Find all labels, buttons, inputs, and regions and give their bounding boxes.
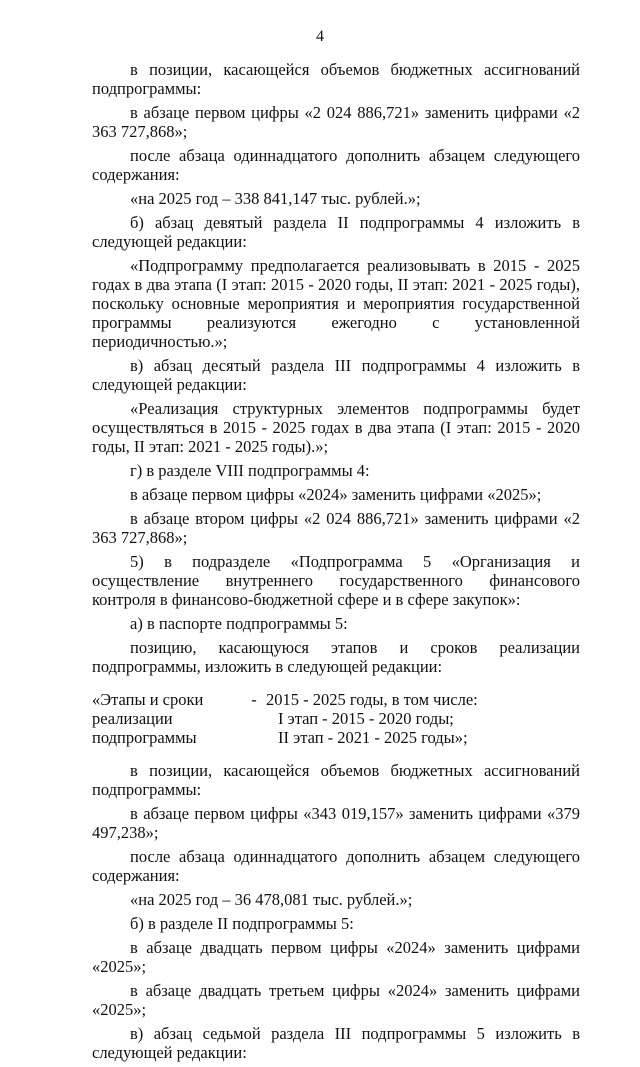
stages-block [92,690,580,747]
paragraph: в абзаце первом цифры «2024» заменить цифрами «2025»; [130,485,542,504]
paragraph: б) абзац девятый раздела II подпрограммы 4 изложить в следующей редакции: [92,213,580,251]
quoted-paragraph: «Подпрограмму предполагается реализовывать в 2015 - 2025 годах в два этапа (I этап: 2015 - 2020 годы, II этап: 2021 - 2025 годы), поскольку основные мероприятия и мероприятия государственной программы реализуются ежегодно с установленной периодичностью.»; [92,256,580,351]
paragraph: в абзаце двадцать первом цифры «2024» заменить цифрами «2025»; [92,938,580,976]
stages-values [266,690,478,747]
paragraph: в абзаце двадцать третьем цифры «2024» заменить цифрами «2025»; [92,981,580,1019]
paragraph: б) в разделе II подпрограммы 5: [130,914,354,933]
paragraph: 5) в подразделе «Подпрограмма 5 «Организация и осуществление внутреннего государственного финансового контроля в финансово-бюджетной сфере и в сфере закупок»: [92,552,580,609]
stages-value-line: II этап - 2021 - 2025 годы»; [278,728,468,747]
paragraph: позицию, касающуюся этапов и сроков реализации подпрограммы, изложить в следующей редакции: [92,638,580,676]
paragraph: в позиции, касающейся объемов бюджетных ассигнований подпрограммы: [92,60,580,98]
page-number: 4 [316,28,324,45]
paragraph: «на 2025 год – 36 478,081 тыс. рублей.»; [130,890,413,909]
paragraph: в позиции, касающейся объемов бюджетных ассигнований подпрограммы: [92,761,580,799]
stages-label-line: «Этапы и сроки [92,690,204,709]
stages-value-line: I этап - 2015 - 2020 годы; [278,709,454,728]
document-body [92,60,580,1067]
paragraph: в абзаце втором цифры «2 024 886,721» заменить цифрами «2 363 727,868»; [92,509,580,547]
quoted-paragraph: «Реализация структурных элементов подпрограммы будет осуществляться в 2015 - 2025 годах в два этапа (I этап: 2015 - 2020 годы, II этап: 2021 - 2025 годы).»; [92,399,580,456]
paragraph: а) в паспорте подпрограммы 5: [130,614,348,633]
paragraph: в абзаце первом цифры «2 024 886,721» заменить цифрами «2 363 727,868»; [92,103,580,141]
stages-label-line: реализации [92,709,173,728]
paragraph: г) в разделе VIII подпрограммы 4: [130,461,370,480]
stages-label [92,690,242,747]
paragraph: после абзаца одиннадцатого дополнить абзацем следующего содержания: [92,146,580,184]
paragraph: в) абзац десятый раздела III подпрограммы 4 изложить в следующей редакции: [92,356,580,394]
paragraph: «на 2025 год – 338 841,147 тыс. рублей.»; [130,189,421,208]
paragraph: после абзаца одиннадцатого дополнить абзацем следующего содержания: [92,847,580,885]
paragraph: в) абзац седьмой раздела III подпрограммы 5 изложить в следующей редакции: [92,1024,580,1062]
stages-value-line: 2015 - 2025 годы, в том числе: [266,690,478,709]
stages-dash: - [251,690,257,709]
paragraph: в абзаце первом цифры «343 019,157» заменить цифрами «379 497,238»; [92,804,580,842]
stages-label-line: подпрограммы [92,728,197,747]
